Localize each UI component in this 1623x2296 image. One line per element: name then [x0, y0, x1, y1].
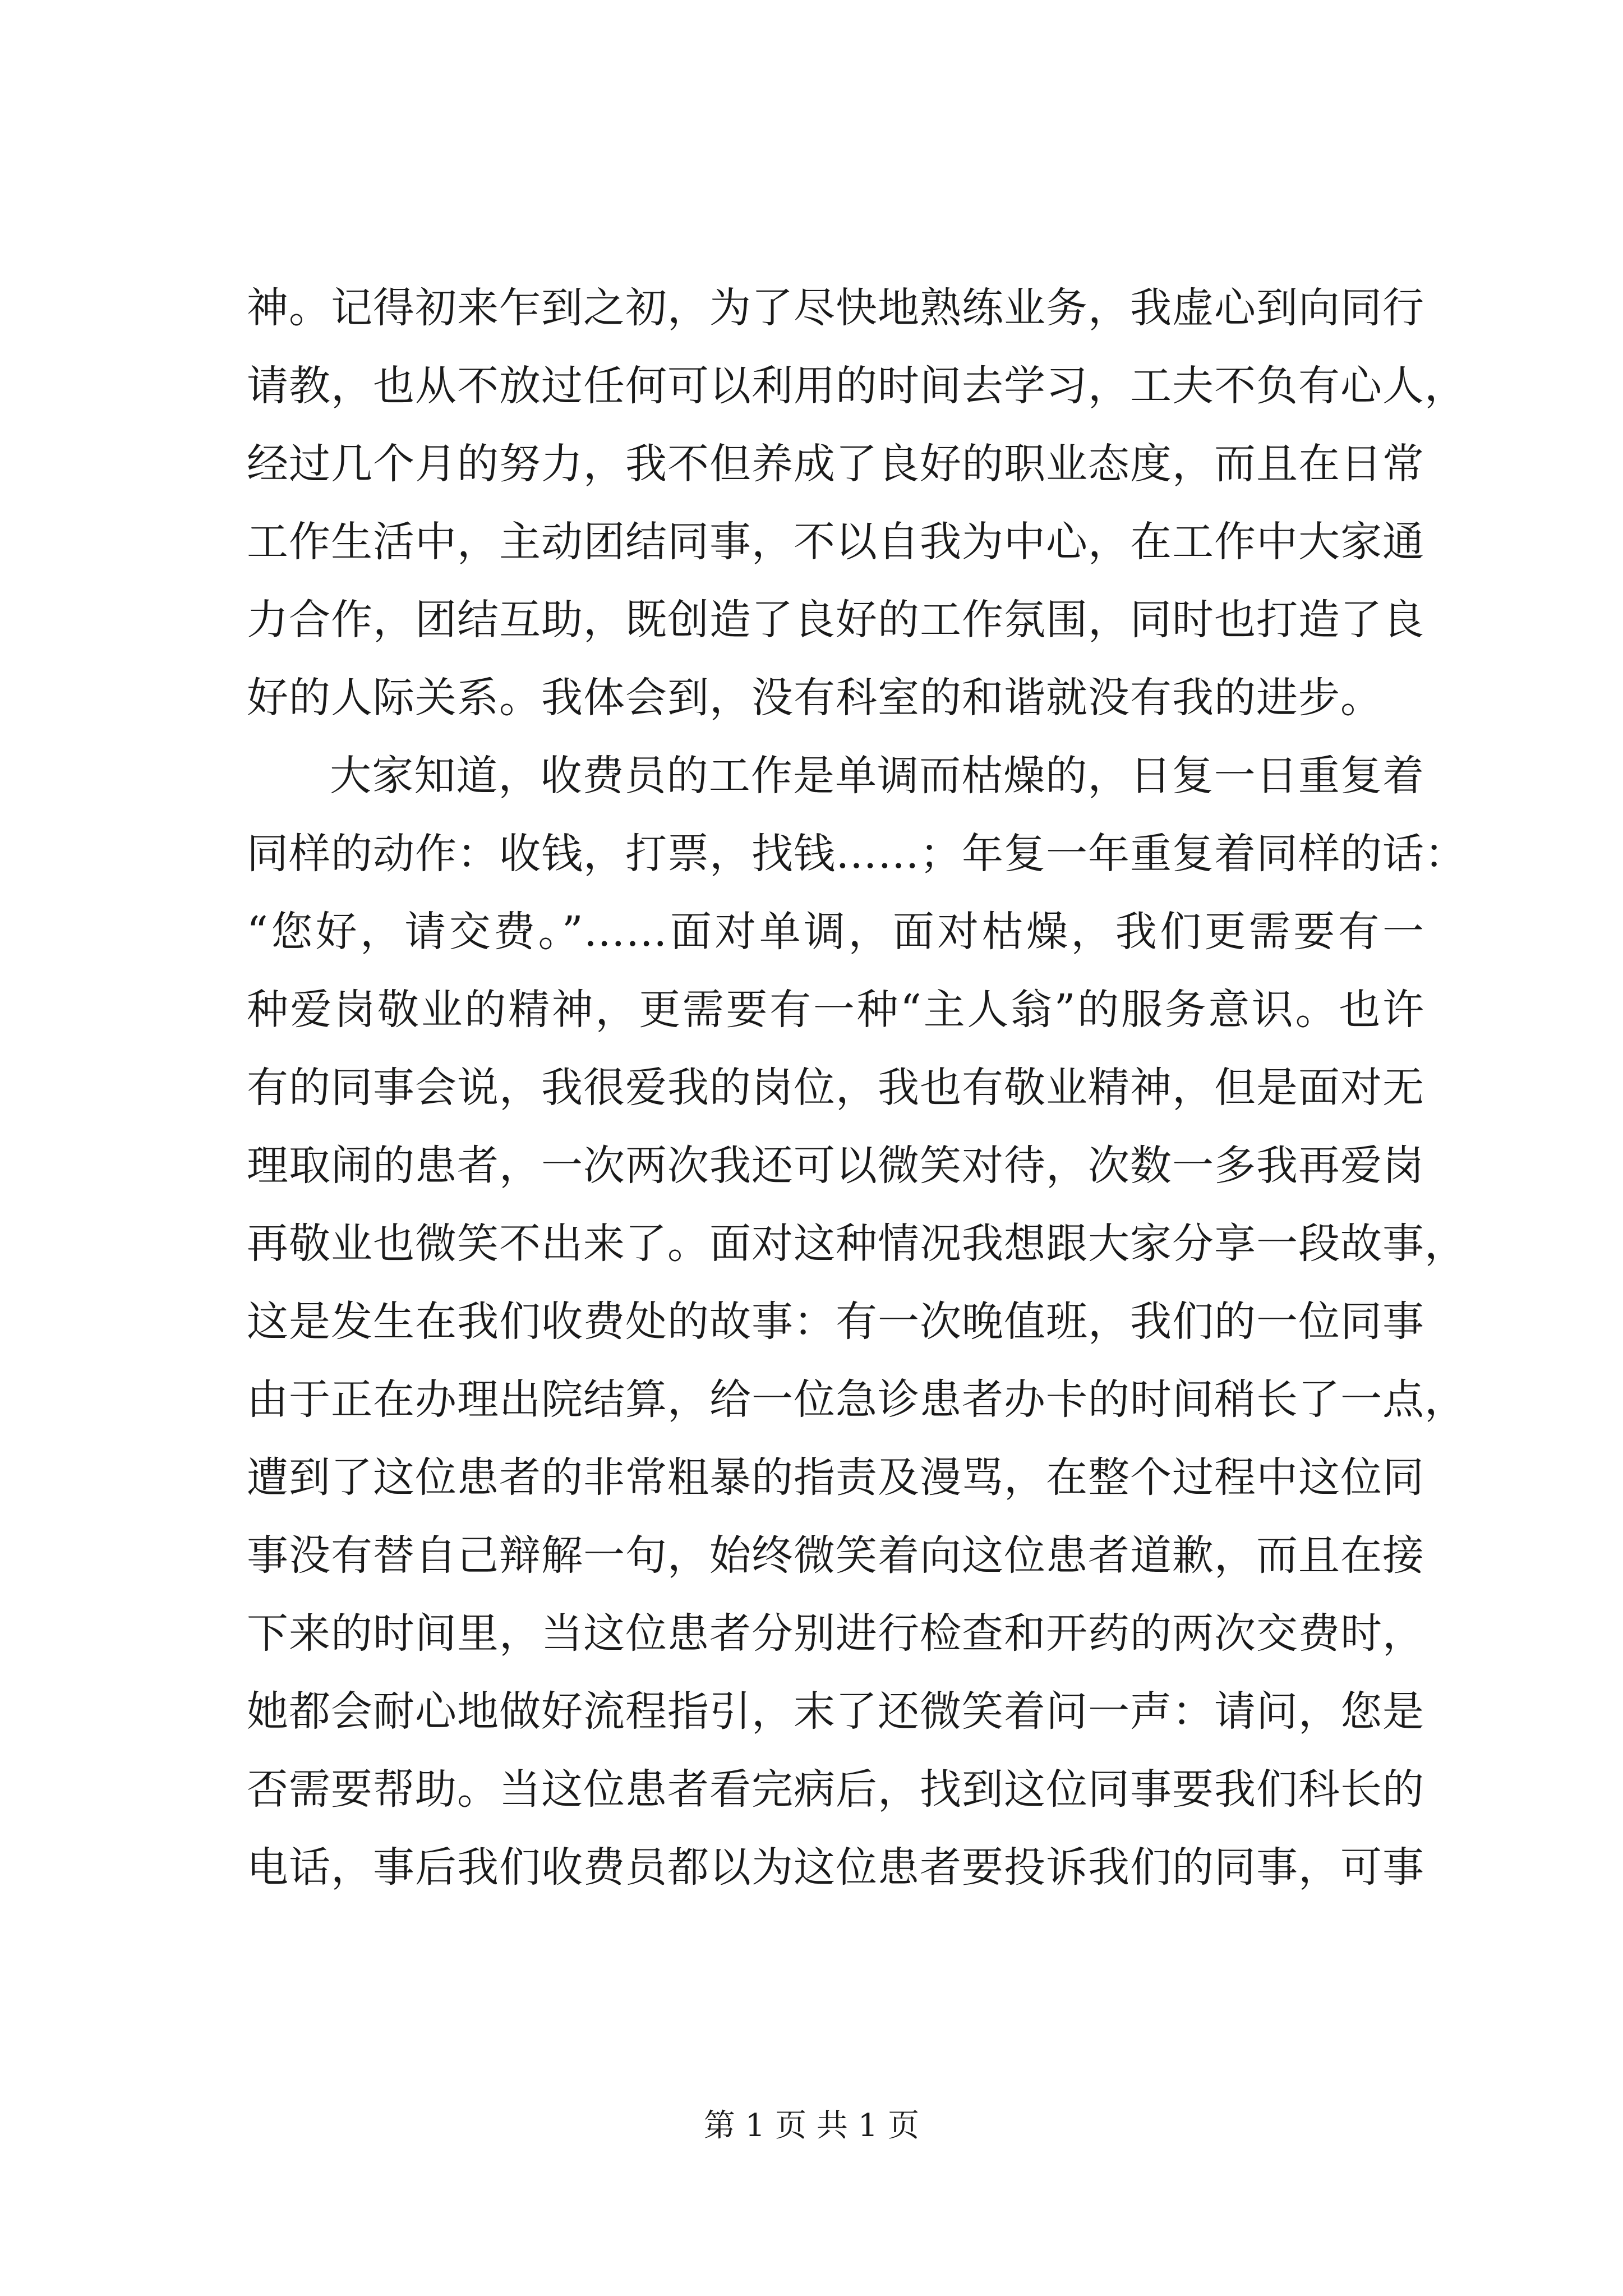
paragraph-2-line-7: 再敬业也微笑不出来了。面对这种情况我想跟大家分享一段故事，	[247, 1220, 1467, 1268]
paragraph-2-line-14: 否需要帮助。当这位患者看完病后，找到这位同事要我们科长的	[247, 1765, 1424, 1814]
paragraph-1-line-5: 力合作，团结互助，既创造了良好的工作氛围，同时也打造了良	[247, 596, 1424, 644]
paragraph-2-line-10: 遭到了这位患者的非常粗暴的指责及漫骂，在整个过程中这位同	[247, 1453, 1424, 1502]
paragraph-1-line-4: 工作生活中，主动团结同事，不以自我为中心，在工作中大家通	[247, 518, 1424, 566]
paragraph-2-line-8: 这是发生在我们收费处的故事：有一次晚值班，我们的一位同事	[247, 1297, 1424, 1346]
paragraph-2-line-1: 大家知道，收费员的工作是单调而枯燥的，日复一日重复着	[330, 752, 1424, 800]
paragraph-2-line-4: 种爱岗敬业的精神，更需要有一种“主人翁”的服务意识。也许	[247, 986, 1424, 1034]
page-number-label: 第 1 页 共 1 页	[703, 2108, 920, 2144]
paragraph-2-line-3: “您好，请交费。”……面对单调，面对枯燥，我们更需要有一	[247, 908, 1424, 956]
paragraph-2-line-6: 理取闹的患者，一次两次我还可以微笑对待，次数一多我再爱岗	[247, 1142, 1424, 1190]
paragraph-2-line-15: 电话，事后我们收费员都以为这位患者要投诉我们的同事，可事	[247, 1843, 1424, 1892]
paragraph-2-line-2: 同样的动作：收钱，打票，找钱……；年复一年重复着同样的话：	[247, 830, 1467, 878]
paragraph-1-line-2: 请教，也从不放过任何可以利用的时间去学习，工夫不负有心人，	[247, 362, 1467, 410]
paragraph-2-line-5: 有的同事会说，我很爱我的岗位，我也有敬业精神，但是面对无	[247, 1064, 1424, 1112]
paragraph-1-line-1: 神。记得初来乍到之初，为了尽快地熟练业务，我虚心到向同行	[247, 284, 1424, 332]
paragraph-1-line-3: 经过几个月的努力，我不但养成了良好的职业态度，而且在日常	[247, 440, 1424, 488]
paragraph-2-line-13: 她都会耐心地做好流程指引，末了还微笑着问一声：请问，您是	[247, 1687, 1424, 1736]
paragraph-2-line-11: 事没有替自己辩解一句，始终微笑着向这位患者道歉，而且在接	[247, 1531, 1424, 1580]
paragraph-2-line-12: 下来的时间里，当这位患者分别进行检查和开药的两次交费时，	[247, 1609, 1424, 1658]
body-text	[247, 269, 1467, 1907]
page-footer	[0, 2104, 1623, 2148]
paragraph-2-line-9: 由于正在办理出院结算，给一位急诊患者办卡的时间稍长了一点，	[247, 1375, 1467, 1424]
paragraph-1-line-6: 好的人际关系。我体会到，没有科室的和谐就没有我的进步。	[247, 674, 1382, 722]
